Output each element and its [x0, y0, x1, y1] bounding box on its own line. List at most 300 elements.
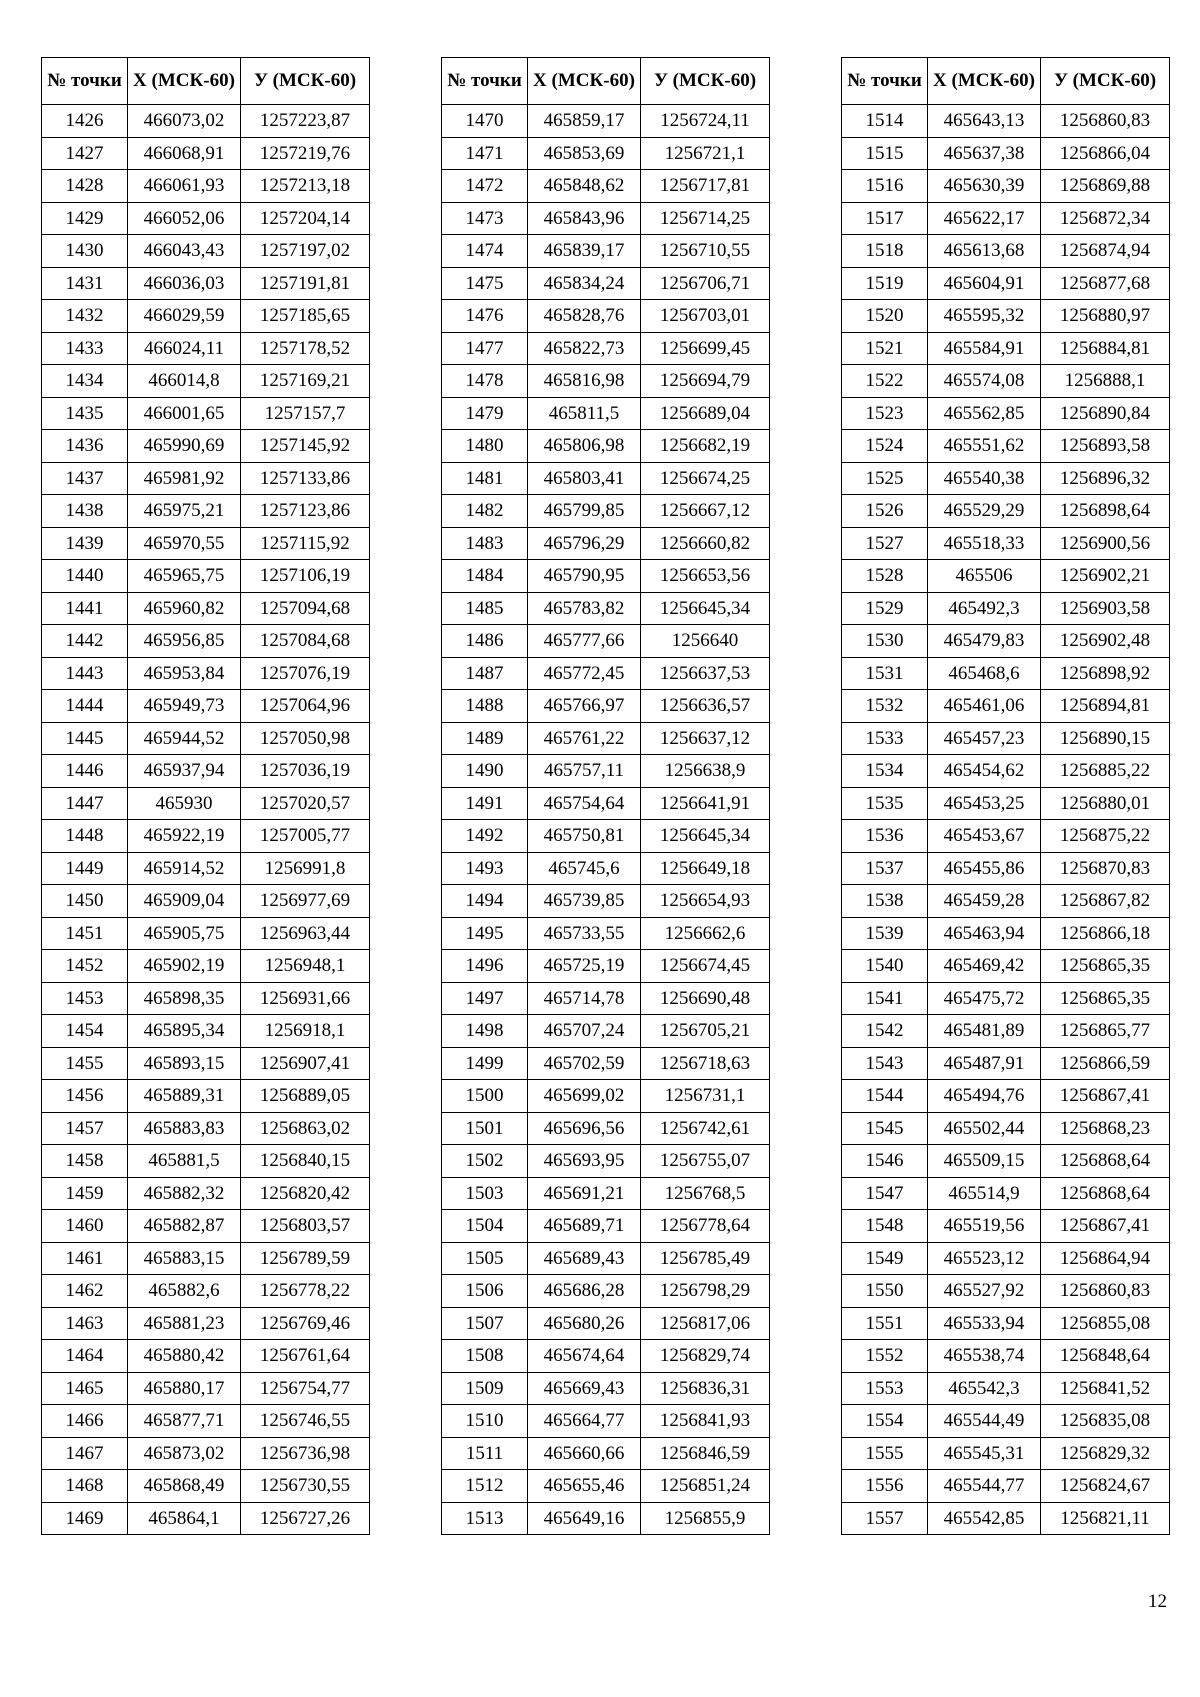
cell-point-number: 1509	[442, 1372, 528, 1405]
cell-x-coordinate: 466061,93	[128, 170, 241, 203]
cell-x-coordinate: 465816,98	[528, 365, 641, 398]
cell-y-coordinate: 1256718,63	[641, 1047, 770, 1080]
table-row	[842, 1242, 1170, 1275]
table-row	[442, 267, 770, 300]
cell-y-coordinate: 1256724,11	[641, 105, 770, 138]
cell-y-coordinate: 1257204,14	[241, 202, 370, 235]
cell-x-coordinate: 465853,69	[528, 137, 641, 170]
cell-y-coordinate: 1256893,58	[1041, 430, 1170, 463]
cell-point-number: 1484	[442, 560, 528, 593]
cell-y-coordinate: 1256865,77	[1041, 1015, 1170, 1048]
cell-point-number: 1502	[442, 1145, 528, 1178]
cell-x-coordinate: 465864,1	[128, 1502, 241, 1535]
cell-point-number: 1494	[442, 885, 528, 918]
cell-x-coordinate: 466073,02	[128, 105, 241, 138]
cell-point-number: 1527	[842, 527, 928, 560]
cell-y-coordinate: 1256754,77	[241, 1372, 370, 1405]
cell-y-coordinate: 1256721,1	[641, 137, 770, 170]
table-row	[842, 105, 1170, 138]
cell-y-coordinate: 1256755,07	[641, 1145, 770, 1178]
cell-point-number: 1464	[42, 1340, 128, 1373]
cell-x-coordinate: 465944,52	[128, 722, 241, 755]
cell-y-coordinate: 1256841,93	[641, 1405, 770, 1438]
table-row	[442, 787, 770, 820]
table-row	[442, 430, 770, 463]
cell-point-number: 1485	[442, 592, 528, 625]
cell-point-number: 1525	[842, 462, 928, 495]
table-row	[442, 397, 770, 430]
cell-y-coordinate: 1257106,19	[241, 560, 370, 593]
cell-x-coordinate: 465613,68	[928, 235, 1041, 268]
cell-y-coordinate: 1257005,77	[241, 820, 370, 853]
table-row	[842, 950, 1170, 983]
cell-x-coordinate: 465783,82	[528, 592, 641, 625]
cell-y-coordinate: 1256841,52	[1041, 1372, 1170, 1405]
cell-x-coordinate: 465796,29	[528, 527, 641, 560]
cell-x-coordinate: 465757,11	[528, 755, 641, 788]
table-row	[42, 1015, 370, 1048]
cell-point-number: 1500	[442, 1080, 528, 1113]
table-row	[842, 1340, 1170, 1373]
cell-x-coordinate: 465772,45	[528, 657, 641, 690]
cell-x-coordinate: 465739,85	[528, 885, 641, 918]
header-x-coordinate: X (МСК-60)	[128, 58, 241, 105]
cell-point-number: 1548	[842, 1210, 928, 1243]
cell-x-coordinate: 466014,8	[128, 365, 241, 398]
cell-y-coordinate: 1256821,11	[1041, 1502, 1170, 1535]
cell-point-number: 1516	[842, 170, 928, 203]
cell-point-number: 1441	[42, 592, 128, 625]
cell-point-number: 1510	[442, 1405, 528, 1438]
cell-y-coordinate: 1256727,26	[241, 1502, 370, 1535]
cell-x-coordinate: 465937,94	[128, 755, 241, 788]
table-row	[842, 1177, 1170, 1210]
cell-point-number: 1435	[42, 397, 128, 430]
cell-y-coordinate: 1256860,83	[1041, 105, 1170, 138]
cell-y-coordinate: 1256736,98	[241, 1437, 370, 1470]
table-row	[42, 1502, 370, 1535]
cell-x-coordinate: 465674,64	[528, 1340, 641, 1373]
cell-x-coordinate: 465686,28	[528, 1275, 641, 1308]
table-row	[42, 982, 370, 1015]
table-row	[842, 1437, 1170, 1470]
cell-x-coordinate: 465881,5	[128, 1145, 241, 1178]
cell-point-number: 1483	[442, 527, 528, 560]
cell-point-number: 1553	[842, 1372, 928, 1405]
cell-y-coordinate: 1256705,21	[641, 1015, 770, 1048]
cell-x-coordinate: 465479,83	[928, 625, 1041, 658]
cell-point-number: 1446	[42, 755, 128, 788]
cell-y-coordinate: 1256694,79	[641, 365, 770, 398]
table-row	[442, 462, 770, 495]
cell-x-coordinate: 465868,49	[128, 1470, 241, 1503]
cell-y-coordinate: 1256866,59	[1041, 1047, 1170, 1080]
cell-y-coordinate: 1256645,34	[641, 820, 770, 853]
cell-y-coordinate: 1256860,83	[1041, 1275, 1170, 1308]
table-row	[442, 755, 770, 788]
table-row	[442, 1307, 770, 1340]
cell-x-coordinate: 465981,92	[128, 462, 241, 495]
cell-x-coordinate: 465519,56	[928, 1210, 1041, 1243]
cell-point-number: 1460	[42, 1210, 128, 1243]
cell-point-number: 1534	[842, 755, 928, 788]
table-row	[42, 365, 370, 398]
cell-point-number: 1503	[442, 1177, 528, 1210]
cell-y-coordinate: 1256865,35	[1041, 950, 1170, 983]
cell-x-coordinate: 465822,73	[528, 332, 641, 365]
cell-x-coordinate: 466001,65	[128, 397, 241, 430]
cell-x-coordinate: 465540,38	[928, 462, 1041, 495]
cell-y-coordinate: 1256640	[641, 625, 770, 658]
cell-point-number: 1488	[442, 690, 528, 723]
cell-x-coordinate: 465544,77	[928, 1470, 1041, 1503]
table-row	[442, 1145, 770, 1178]
table-row	[842, 430, 1170, 463]
cell-point-number: 1451	[42, 917, 128, 950]
cell-x-coordinate: 465960,82	[128, 592, 241, 625]
cell-point-number: 1466	[42, 1405, 128, 1438]
cell-point-number: 1437	[42, 462, 128, 495]
cell-x-coordinate: 465487,91	[928, 1047, 1041, 1080]
cell-y-coordinate: 1256778,22	[241, 1275, 370, 1308]
table-row	[442, 495, 770, 528]
cell-y-coordinate: 1256884,81	[1041, 332, 1170, 365]
cell-point-number: 1528	[842, 560, 928, 593]
header-point-number: № точки	[842, 58, 928, 105]
table-row	[842, 1080, 1170, 1113]
cell-point-number: 1468	[42, 1470, 128, 1503]
cell-y-coordinate: 1256653,56	[641, 560, 770, 593]
cell-y-coordinate: 1256824,67	[1041, 1470, 1170, 1503]
table-row	[842, 397, 1170, 430]
cell-y-coordinate: 1256717,81	[641, 170, 770, 203]
table-row	[442, 982, 770, 1015]
cell-point-number: 1501	[442, 1112, 528, 1145]
table-row	[442, 170, 770, 203]
cell-point-number: 1490	[442, 755, 528, 788]
cell-y-coordinate: 1256864,94	[1041, 1242, 1170, 1275]
table-row	[842, 202, 1170, 235]
cell-x-coordinate: 465990,69	[128, 430, 241, 463]
table-row	[442, 1047, 770, 1080]
cell-point-number: 1486	[442, 625, 528, 658]
cell-x-coordinate: 465699,02	[528, 1080, 641, 1113]
cell-point-number: 1496	[442, 950, 528, 983]
cell-y-coordinate: 1256931,66	[241, 982, 370, 1015]
cell-x-coordinate: 465649,16	[528, 1502, 641, 1535]
cell-y-coordinate: 1256785,49	[641, 1242, 770, 1275]
cell-point-number: 1474	[442, 235, 528, 268]
table-row	[442, 820, 770, 853]
cell-x-coordinate: 465880,17	[128, 1372, 241, 1405]
cell-y-coordinate: 1256803,57	[241, 1210, 370, 1243]
cell-y-coordinate: 1256874,94	[1041, 235, 1170, 268]
table-row	[842, 300, 1170, 333]
header-point-number: № точки	[442, 58, 528, 105]
cell-y-coordinate: 1256898,64	[1041, 495, 1170, 528]
table-row	[42, 1437, 370, 1470]
cell-x-coordinate: 465909,04	[128, 885, 241, 918]
cell-y-coordinate: 1257145,92	[241, 430, 370, 463]
table-row	[42, 300, 370, 333]
cell-y-coordinate: 1256869,88	[1041, 170, 1170, 203]
cell-x-coordinate: 465843,96	[528, 202, 641, 235]
cell-y-coordinate: 1256829,74	[641, 1340, 770, 1373]
cell-y-coordinate: 1257191,81	[241, 267, 370, 300]
cell-x-coordinate: 465533,94	[928, 1307, 1041, 1340]
cell-y-coordinate: 1256706,71	[641, 267, 770, 300]
cell-y-coordinate: 1256870,83	[1041, 852, 1170, 885]
cell-point-number: 1478	[442, 365, 528, 398]
cell-point-number: 1427	[42, 137, 128, 170]
table-row	[842, 885, 1170, 918]
table-row	[842, 462, 1170, 495]
cell-x-coordinate: 465622,17	[928, 202, 1041, 235]
coordinate-table-1	[41, 57, 370, 1535]
table-body	[42, 105, 370, 1535]
cell-y-coordinate: 1256637,53	[641, 657, 770, 690]
table-row	[442, 1470, 770, 1503]
cell-y-coordinate: 1256902,21	[1041, 560, 1170, 593]
cell-x-coordinate: 465696,56	[528, 1112, 641, 1145]
table-row	[442, 1405, 770, 1438]
table-row	[42, 332, 370, 365]
cell-point-number: 1445	[42, 722, 128, 755]
cell-y-coordinate: 1256638,9	[641, 755, 770, 788]
cell-point-number: 1467	[42, 1437, 128, 1470]
cell-y-coordinate: 1256768,5	[641, 1177, 770, 1210]
cell-point-number: 1492	[442, 820, 528, 853]
table-row	[42, 235, 370, 268]
cell-x-coordinate: 465604,91	[928, 267, 1041, 300]
table-row	[42, 462, 370, 495]
cell-point-number: 1465	[42, 1372, 128, 1405]
cell-point-number: 1439	[42, 527, 128, 560]
cell-point-number: 1481	[442, 462, 528, 495]
table-row	[42, 1405, 370, 1438]
table-row	[442, 137, 770, 170]
cell-point-number: 1458	[42, 1145, 128, 1178]
cell-x-coordinate: 465529,29	[928, 495, 1041, 528]
cell-point-number: 1543	[842, 1047, 928, 1080]
cell-point-number: 1470	[442, 105, 528, 138]
table-row	[42, 950, 370, 983]
cell-point-number: 1433	[42, 332, 128, 365]
cell-y-coordinate: 1256769,46	[241, 1307, 370, 1340]
cell-y-coordinate: 1256637,12	[641, 722, 770, 755]
cell-point-number: 1533	[842, 722, 928, 755]
cell-point-number: 1444	[42, 690, 128, 723]
cell-x-coordinate: 465630,39	[928, 170, 1041, 203]
cell-y-coordinate: 1256710,55	[641, 235, 770, 268]
cell-point-number: 1498	[442, 1015, 528, 1048]
cell-point-number: 1524	[842, 430, 928, 463]
cell-y-coordinate: 1257115,92	[241, 527, 370, 560]
header-x-coordinate: X (МСК-60)	[528, 58, 641, 105]
cell-point-number: 1541	[842, 982, 928, 1015]
table-row	[442, 592, 770, 625]
table-row	[42, 1307, 370, 1340]
cell-y-coordinate: 1256699,45	[641, 332, 770, 365]
page-number: 12	[1148, 1591, 1167, 1612]
cell-point-number: 1450	[42, 885, 128, 918]
cell-x-coordinate: 465953,84	[128, 657, 241, 690]
table-row	[842, 1470, 1170, 1503]
cell-point-number: 1555	[842, 1437, 928, 1470]
cell-point-number: 1505	[442, 1242, 528, 1275]
cell-y-coordinate: 1256903,58	[1041, 592, 1170, 625]
cell-x-coordinate: 465893,15	[128, 1047, 241, 1080]
cell-x-coordinate: 465839,17	[528, 235, 641, 268]
cell-point-number: 1549	[842, 1242, 928, 1275]
cell-y-coordinate: 1256898,92	[1041, 657, 1170, 690]
cell-y-coordinate: 1256866,04	[1041, 137, 1170, 170]
cell-x-coordinate: 465475,72	[928, 982, 1041, 1015]
cell-y-coordinate: 1256855,9	[641, 1502, 770, 1535]
table-row	[442, 332, 770, 365]
cell-x-coordinate: 465714,78	[528, 982, 641, 1015]
cell-y-coordinate: 1256868,64	[1041, 1145, 1170, 1178]
cell-y-coordinate: 1257064,96	[241, 690, 370, 723]
table-row	[442, 950, 770, 983]
cell-x-coordinate: 465803,41	[528, 462, 641, 495]
cell-x-coordinate: 465680,26	[528, 1307, 641, 1340]
cell-point-number: 1471	[442, 137, 528, 170]
cell-x-coordinate: 465660,66	[528, 1437, 641, 1470]
table-row	[42, 690, 370, 723]
cell-point-number: 1507	[442, 1307, 528, 1340]
cell-x-coordinate: 465702,59	[528, 1047, 641, 1080]
cell-y-coordinate: 1257219,76	[241, 137, 370, 170]
cell-x-coordinate: 465761,22	[528, 722, 641, 755]
cell-y-coordinate: 1256820,42	[241, 1177, 370, 1210]
cell-y-coordinate: 1256877,68	[1041, 267, 1170, 300]
cell-y-coordinate: 1256880,97	[1041, 300, 1170, 333]
cell-point-number: 1487	[442, 657, 528, 690]
cell-x-coordinate: 465707,24	[528, 1015, 641, 1048]
cell-point-number: 1491	[442, 787, 528, 820]
table-row	[442, 365, 770, 398]
table-row	[842, 1307, 1170, 1340]
cell-point-number: 1479	[442, 397, 528, 430]
table-row	[842, 527, 1170, 560]
table-row	[842, 592, 1170, 625]
table-row	[42, 722, 370, 755]
cell-x-coordinate: 466029,59	[128, 300, 241, 333]
table-row	[442, 1177, 770, 1210]
cell-point-number: 1545	[842, 1112, 928, 1145]
cell-point-number: 1455	[42, 1047, 128, 1080]
cell-point-number: 1463	[42, 1307, 128, 1340]
table-row	[842, 332, 1170, 365]
cell-x-coordinate: 465664,77	[528, 1405, 641, 1438]
cell-y-coordinate: 1257050,98	[241, 722, 370, 755]
cell-y-coordinate: 1256991,8	[241, 852, 370, 885]
table-row	[42, 592, 370, 625]
cell-x-coordinate: 466068,91	[128, 137, 241, 170]
cell-point-number: 1519	[842, 267, 928, 300]
cell-x-coordinate: 465949,73	[128, 690, 241, 723]
cell-x-coordinate: 465459,28	[928, 885, 1041, 918]
cell-x-coordinate: 465468,6	[928, 657, 1041, 690]
table-row	[842, 365, 1170, 398]
cell-x-coordinate: 465725,19	[528, 950, 641, 983]
cell-point-number: 1542	[842, 1015, 928, 1048]
cell-point-number: 1432	[42, 300, 128, 333]
table-header-row	[442, 58, 770, 105]
cell-y-coordinate: 1256977,69	[241, 885, 370, 918]
cell-x-coordinate: 465545,31	[928, 1437, 1041, 1470]
cell-point-number: 1499	[442, 1047, 528, 1080]
cell-y-coordinate: 1256848,64	[1041, 1340, 1170, 1373]
table-row	[42, 917, 370, 950]
cell-point-number: 1529	[842, 592, 928, 625]
table-row	[842, 235, 1170, 268]
cell-point-number: 1456	[42, 1080, 128, 1113]
cell-y-coordinate: 1256880,01	[1041, 787, 1170, 820]
cell-y-coordinate: 1256641,91	[641, 787, 770, 820]
table-row	[842, 625, 1170, 658]
table-row	[442, 852, 770, 885]
table-row	[442, 885, 770, 918]
cell-y-coordinate: 1256835,08	[1041, 1405, 1170, 1438]
table-row	[442, 1112, 770, 1145]
table-row	[842, 657, 1170, 690]
cell-x-coordinate: 465643,13	[928, 105, 1041, 138]
cell-y-coordinate: 1257213,18	[241, 170, 370, 203]
table-row	[842, 137, 1170, 170]
cell-y-coordinate: 1256875,22	[1041, 820, 1170, 853]
cell-point-number: 1515	[842, 137, 928, 170]
table-row	[442, 722, 770, 755]
cell-x-coordinate: 465790,95	[528, 560, 641, 593]
cell-x-coordinate: 466024,11	[128, 332, 241, 365]
table-row	[842, 1015, 1170, 1048]
table-row	[42, 1080, 370, 1113]
cell-x-coordinate: 465970,55	[128, 527, 241, 560]
cell-x-coordinate: 465750,81	[528, 820, 641, 853]
cell-x-coordinate: 465777,66	[528, 625, 641, 658]
cell-point-number: 1514	[842, 105, 928, 138]
table-row	[442, 1340, 770, 1373]
cell-x-coordinate: 465457,23	[928, 722, 1041, 755]
cell-x-coordinate: 465902,19	[128, 950, 241, 983]
cell-y-coordinate: 1256948,1	[241, 950, 370, 983]
cell-x-coordinate: 465873,02	[128, 1437, 241, 1470]
table-row	[842, 495, 1170, 528]
cell-point-number: 1547	[842, 1177, 928, 1210]
cell-x-coordinate: 465895,34	[128, 1015, 241, 1048]
cell-x-coordinate: 465834,24	[528, 267, 641, 300]
table-row	[842, 1112, 1170, 1145]
cell-y-coordinate: 1256746,55	[241, 1405, 370, 1438]
cell-point-number: 1457	[42, 1112, 128, 1145]
cell-x-coordinate: 465745,6	[528, 852, 641, 885]
cell-point-number: 1517	[842, 202, 928, 235]
cell-point-number: 1535	[842, 787, 928, 820]
cell-y-coordinate: 1256851,24	[641, 1470, 770, 1503]
table-row	[842, 722, 1170, 755]
cell-point-number: 1531	[842, 657, 928, 690]
cell-y-coordinate: 1257178,52	[241, 332, 370, 365]
cell-y-coordinate: 1256829,32	[1041, 1437, 1170, 1470]
table-row	[842, 1502, 1170, 1535]
cell-y-coordinate: 1256703,01	[641, 300, 770, 333]
cell-point-number: 1452	[42, 950, 128, 983]
table-header-row	[842, 58, 1170, 105]
cell-y-coordinate: 1256867,41	[1041, 1080, 1170, 1113]
header-y-coordinate: У (МСК-60)	[241, 58, 370, 105]
